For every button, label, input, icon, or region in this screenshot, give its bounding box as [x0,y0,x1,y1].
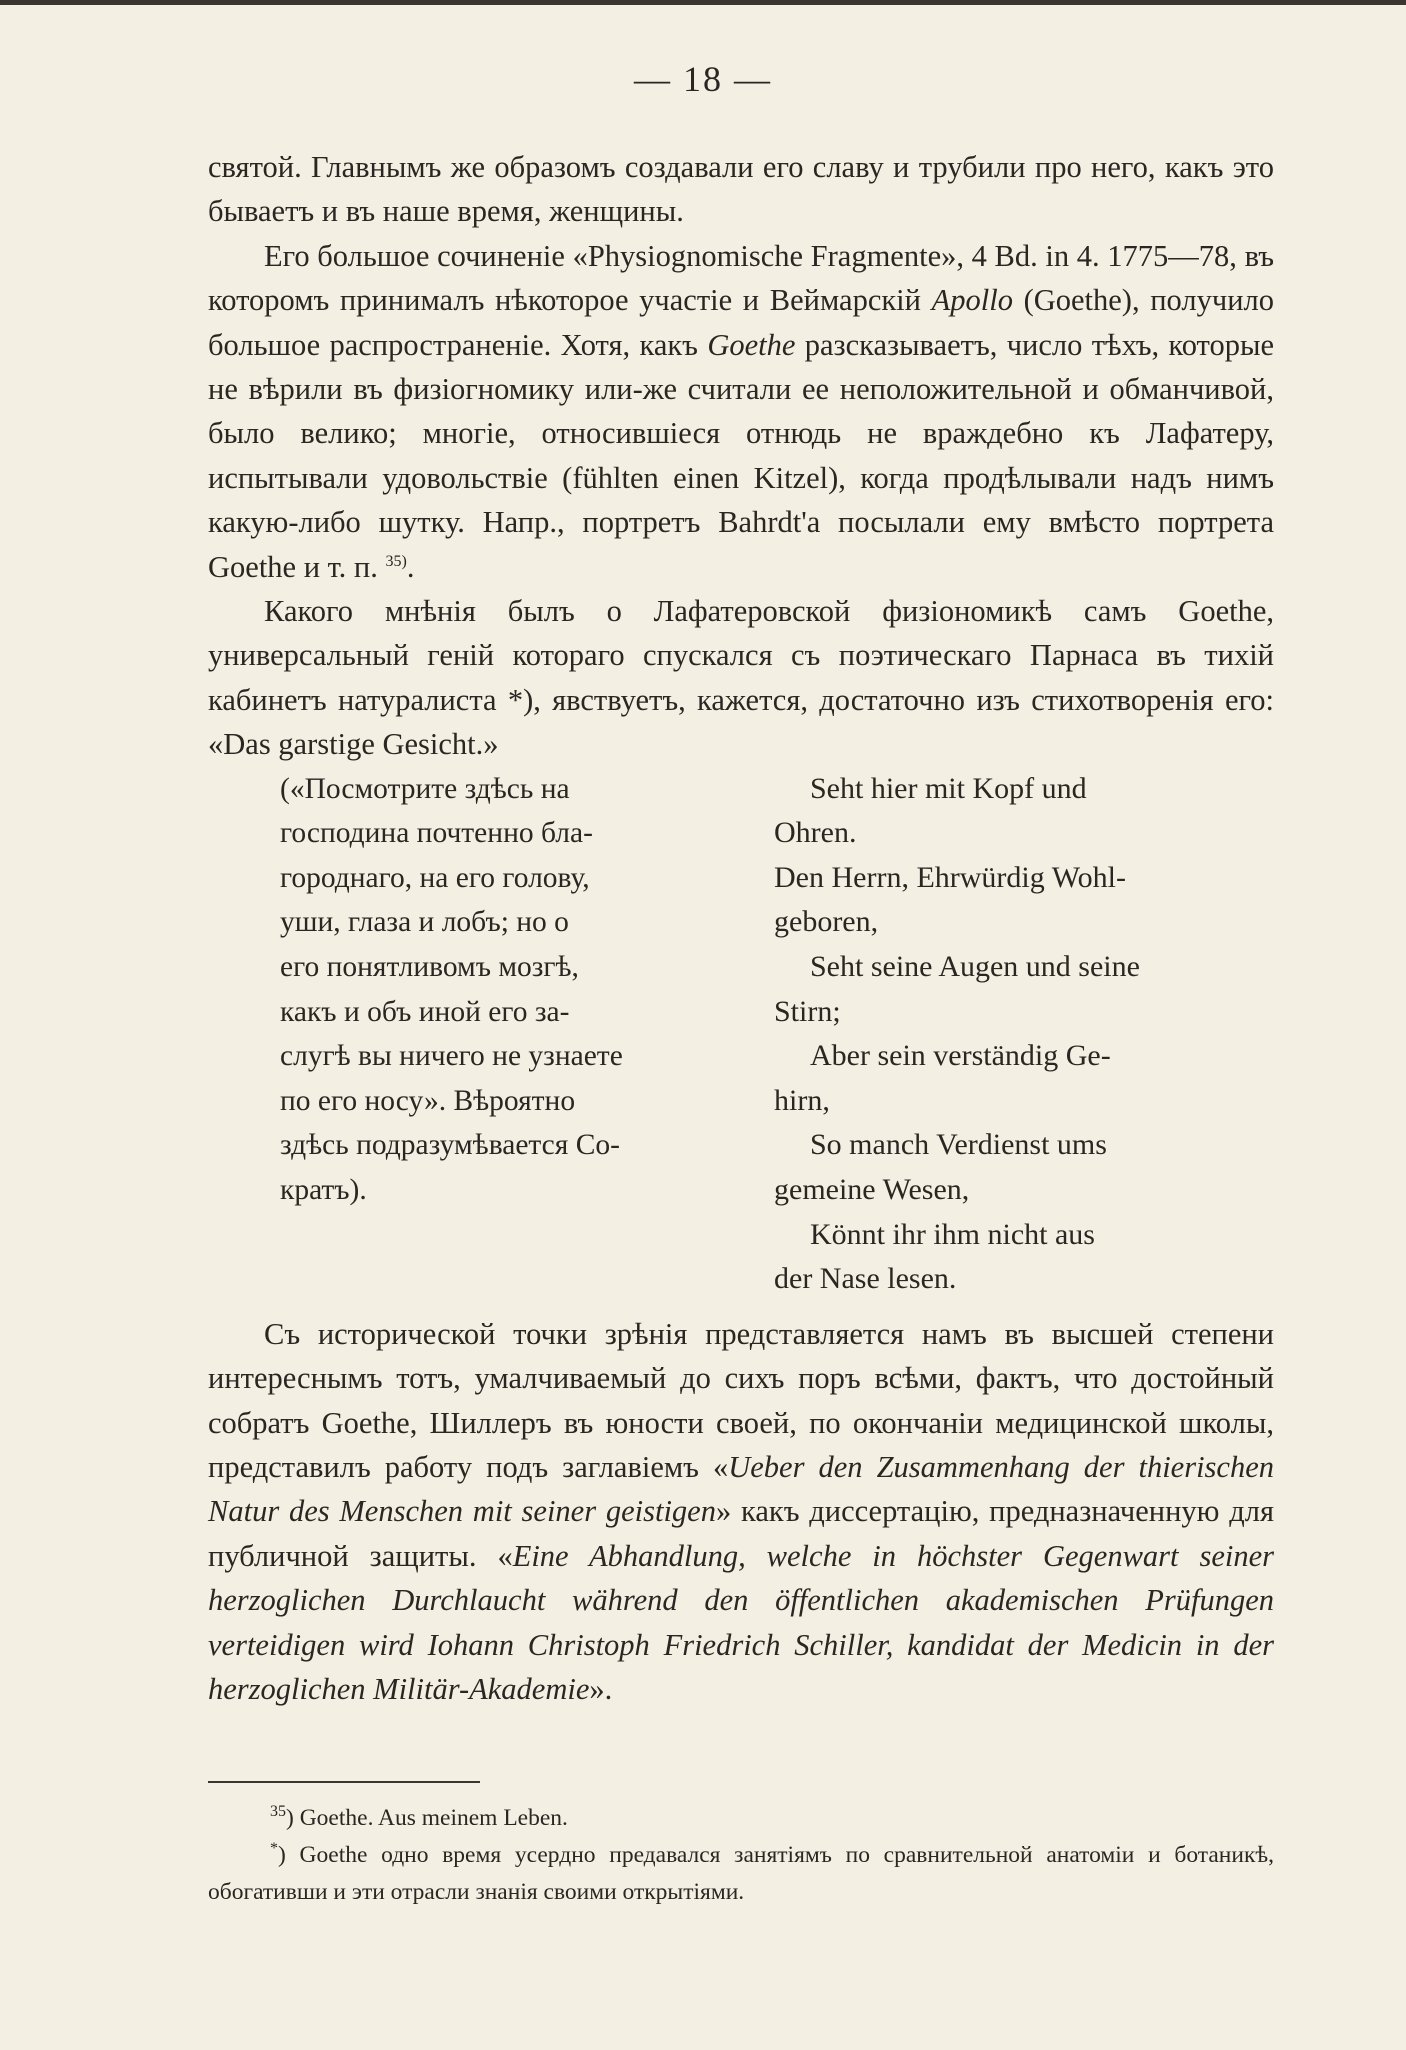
footnote-text: Goethe одно время усердно предавался занятіямъ по сравнительной анатоміи и ботаникѣ, обогативши и эти отрасли знанія своими открытіями. [208,1842,1274,1905]
poem-de-line: hirn, [774,1083,830,1117]
poem-de-line: geboren, [774,905,879,939]
footnote-35 [208,1800,1274,1837]
footnote-mark-close: ) [278,1842,286,1868]
poem-ru-line: («Посмотрите здѣсь на [280,772,570,805]
poem-russian-translation [280,767,700,1213]
poem-ru-line: его понятливомъ мозгѣ, [280,951,579,984]
footnote-mark: 35 [270,1803,286,1821]
footnotes [208,1800,1274,1911]
poem-ru-line: господина почтенно бла- [280,817,593,850]
page-number: — 18 — [634,59,772,99]
poem-de-line: So manch Verdienst ums [810,1128,1107,1162]
footnote-text: Goethe. Aus meinem Leben. [293,1805,568,1831]
footnote-mark: * [270,1840,278,1858]
poem-de-line: der Nase lesen. [774,1262,957,1296]
text-run: (Goethe), получило большое распространеніе. Хотя, какъ [208,283,1274,362]
poem-ru-line: кратъ). [280,1174,367,1207]
poem-de-line: Aber sein verständig Ge- [810,1039,1111,1073]
dissertation-quote: Eine Abhandlung, welche in höchster Gegenwart seiner herzoglichen Durchlaucht während den öffentlichen akademischen Prüfungen verteidigen wird Iohann Christoph Friedrich Schiller, kandidat der Medicin in der herzoglichen Militär-Akademie [208,1538,1274,1706]
poem-ru-line: какъ и объ иной его за- [280,995,570,1028]
text-run: » какъ диссертацію, предназначенную для публичной защиты. « [208,1494,1274,1573]
footnote-mark-close: ) [286,1805,294,1831]
apollo-italic: Apollo [931,283,1013,318]
text-run: разсказываетъ, число тѣхъ, которые не вѣрили въ физіогномику или-же считали ее неположительной и обманчивой, было велико; многіе, относившіеся отнюдь не враждебно къ Лафатеру, испытывали удовольствіе (fühlten einen Kitzel), когда продѣлывали надъ нимъ какую-либо шутку. Напр., портретъ Bahrdt'a посылали ему вмѣсто портрета Goethe и т. п. [208,327,1275,584]
footnote-separator [208,1781,480,1783]
poem-ru-line: городнаго, на его голову, [280,861,590,894]
poem-de-line: Seht hier mit Kopf und [810,771,1087,805]
text-run: . [406,549,415,584]
text-run: ». [589,1671,613,1706]
poem-de-line: gemeine Wesen, [774,1173,970,1207]
paragraph-goethe-opinion: Какого мнѣнія былъ о Лафатеровской физіономикѣ самъ Goethe, универсальный геній котораго спускался съ поэтическаго Парнаса въ тихій кабинетъ натуралиста *), явствуетъ, кажется, достаточно изъ стихотворенія его: «Das garstige Gesicht.» [208,594,1274,762]
goethe-italic: Goethe [707,327,796,362]
footnote-ref-35: 35) [385,552,407,570]
paragraph-lavater-work [208,234,1274,589]
text-run: Его большое сочиненіе «Physiognomische Fragmente», 4 Bd. in 4. 1775—78, въ которомъ принималъ нѣкоторое участіе и Веймарскій [208,238,1274,318]
poem-de-line: Den Herrn, Ehrwürdig Wohl- [774,860,1126,894]
poem-ru-line: здѣсь подразумѣвается Со- [280,1129,620,1162]
poem-de-line: Ohren. [774,816,857,850]
poem-block [208,767,1274,1312]
poem-ru-line: по его носу». Вѣроятно [280,1084,576,1117]
main-text [208,145,1274,1711]
poem-de-line: Könnt ihr ihm nicht aus [810,1217,1095,1251]
paragraph-schiller [208,1312,1274,1712]
poem-ru-line: слугѣ вы ничего не узнаете [280,1040,623,1073]
poem-ru-line: уши, глаза и лобъ; но о [280,906,569,939]
paragraph-continuation: святой. Главнымъ же образомъ создавали его славу и трубили про него, какъ это бываетъ и въ наше время, женщины. [208,150,1274,229]
text-run: Съ исторической точки зрѣнія представляется намъ въ высшей степени интереснымъ тотъ, умалчиваемый до сихъ поръ всѣми, фактъ, что достойный собратъ Goethe, Шиллеръ въ юности своей, по окончаніи медицинской школы, представилъ работу подъ заглавіемъ « [208,1316,1274,1484]
top-edge-rule [0,0,1406,5]
footnote-asterisk [208,1837,1274,1911]
poem-de-line: Seht seine Augen und seine [810,950,1140,984]
poem-german-original [774,767,1264,1302]
dissertation-title: Ueber den Zusammenhang der thierischen Natur des Menschen mit seiner geistigen [208,1449,1274,1529]
poem-de-line: Stirn; [774,994,841,1028]
